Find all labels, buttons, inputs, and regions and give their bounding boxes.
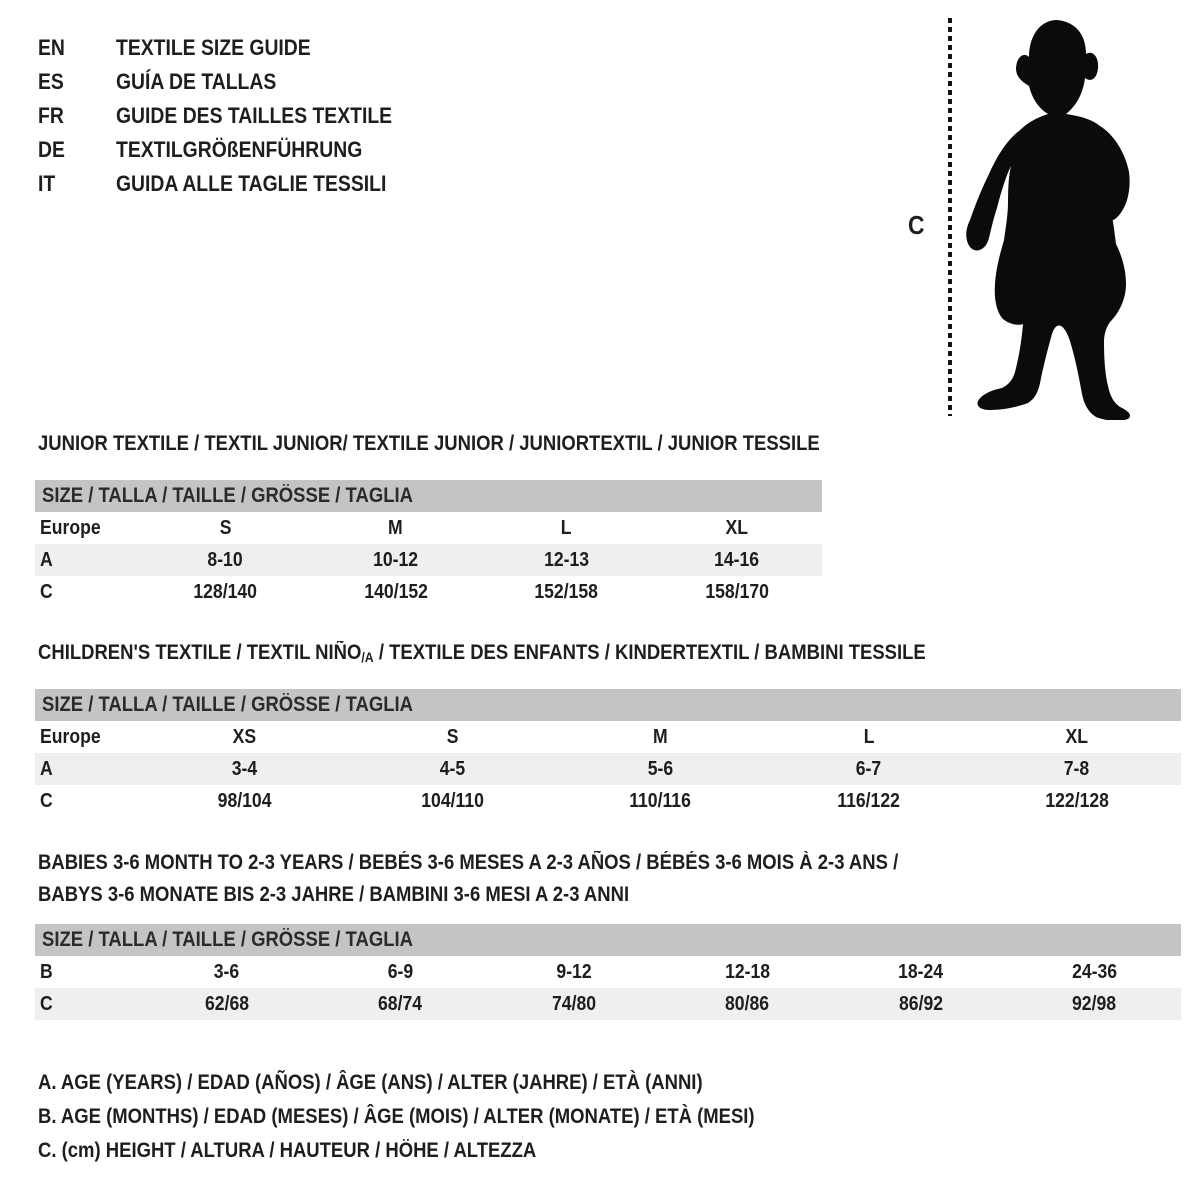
table-row — [35, 753, 1181, 785]
size-cell: 5-6 — [647, 757, 674, 780]
junior-textile-section — [35, 434, 822, 634]
babies-textile-section — [35, 853, 1181, 1053]
language-row — [38, 35, 430, 72]
row-label: A — [40, 548, 53, 571]
guide-title: TEXTILE SIZE GUIDE — [116, 35, 311, 60]
size-cell: L — [560, 516, 572, 539]
row-label: C — [40, 789, 53, 812]
legend-line-b: B. AGE (MONTHS) / EDAD (MESES) / ÂGE (MOIS) / ALTER (MONATE) / ETÀ (MESI) — [38, 1105, 755, 1128]
guide-title: TEXTILGRÖßENFÜHRUNG — [116, 137, 363, 162]
size-header-banner — [35, 480, 822, 512]
guide-title: GUIDE DES TAILLES TEXTILE — [116, 103, 393, 128]
legend-block — [38, 1073, 852, 1175]
size-cell: 152/158 — [534, 580, 599, 603]
section-title-line: BABIES 3-6 MONTH TO 2-3 YEARS / BEBÉS 3-6 MESES A 2-3 AÑOS / BÉBÉS 3-6 MOIS À 2-3 ANS / — [38, 851, 899, 874]
language-heading-block — [38, 35, 430, 208]
size-cell: 104/110 — [420, 789, 484, 812]
section-title-line: BABYS 3-6 MONATE BIS 2-3 JAHRE / BAMBINI 3-6 MESI A 2-3 ANNI — [38, 883, 630, 906]
language-code: DE — [38, 137, 65, 162]
size-cell: 74/80 — [551, 992, 596, 1015]
size-cell: 98/104 — [217, 789, 272, 812]
row-label: C — [40, 992, 53, 1015]
size-cell: 6-7 — [855, 757, 882, 780]
size-cell: 6-9 — [387, 960, 413, 983]
size-header-banner — [35, 924, 1181, 956]
section-title — [38, 643, 1047, 675]
size-cell: 116/122 — [837, 789, 901, 812]
size-cell: 158/170 — [704, 580, 769, 603]
babies-size-table — [35, 924, 1181, 1020]
children-size-table — [35, 689, 1181, 817]
size-cell: S — [219, 516, 232, 539]
language-row — [38, 171, 430, 208]
size-header-label: SIZE / TALLA / TAILLE / GRÖSSE / TAGLIA — [42, 484, 413, 507]
language-row — [38, 137, 430, 174]
size-cell: 10-12 — [373, 548, 419, 571]
section-title — [38, 853, 1016, 917]
section-title-line: JUNIOR TEXTILE / TEXTIL JUNIOR/ TEXTILE JUNIOR / JUNIORTEXTIL / JUNIOR TESSILE — [38, 432, 820, 455]
junior-size-table — [35, 480, 822, 608]
size-cell: 80/86 — [725, 992, 770, 1015]
guide-title: GUIDA ALLE TAGLIE TESSILI — [116, 171, 387, 196]
size-header-label: SIZE / TALLA / TAILLE / GRÖSSE / TAGLIA — [42, 693, 413, 716]
size-cell: S — [446, 725, 459, 748]
size-cell: 18-24 — [898, 960, 944, 983]
guide-title: GUÍA DE TALLAS — [116, 69, 277, 94]
table-row — [35, 576, 822, 608]
children-textile-section — [35, 643, 1181, 843]
row-label: C — [40, 580, 53, 603]
size-cell: 4-5 — [439, 757, 466, 780]
size-cell: 68/74 — [378, 992, 423, 1015]
table-row — [35, 785, 1181, 817]
size-header-label: SIZE / TALLA / TAILLE / GRÖSSE / TAGLIA — [42, 928, 413, 951]
size-cell: 3-4 — [231, 757, 257, 780]
table-row — [35, 721, 1181, 753]
size-cell: 24-36 — [1071, 960, 1117, 983]
table-row — [35, 544, 822, 576]
language-code: IT — [38, 171, 56, 196]
row-label: Europe — [40, 516, 101, 539]
row-label: A — [40, 757, 53, 780]
size-cell: 86/92 — [898, 992, 943, 1015]
size-cell: XL — [1065, 725, 1089, 748]
language-row — [38, 103, 430, 140]
size-cell: 62/68 — [204, 992, 249, 1015]
size-cell: 122/128 — [1045, 789, 1109, 812]
size-cell: 128/140 — [193, 580, 258, 603]
size-cell: 14-16 — [714, 548, 760, 571]
language-code: ES — [38, 69, 64, 94]
size-cell: 3-6 — [214, 960, 240, 983]
size-cell: 140/152 — [363, 580, 428, 603]
size-cell: L — [863, 725, 875, 748]
language-code: FR — [38, 103, 64, 128]
table-row — [35, 988, 1181, 1020]
row-label: B — [40, 960, 53, 983]
size-cell: 9-12 — [556, 960, 592, 983]
toddler-silhouette-icon — [962, 16, 1140, 420]
section-title — [38, 434, 926, 466]
size-cell: 12-18 — [724, 960, 770, 983]
size-header-banner — [35, 689, 1181, 721]
size-cell: M — [653, 725, 668, 748]
legend-line-c: C. (cm) HEIGHT / ALTURA / HAUTEUR / HÖHE / ALTEZZA — [38, 1139, 537, 1162]
height-measure-label: C — [908, 210, 925, 240]
language-code: EN — [38, 35, 65, 60]
size-cell: 92/98 — [1072, 992, 1117, 1015]
size-cell: 110/116 — [629, 789, 692, 812]
size-cell: XS — [232, 725, 256, 748]
size-cell: 7-8 — [1064, 757, 1090, 780]
size-cell: 8-10 — [207, 548, 243, 571]
row-label: Europe — [40, 725, 101, 748]
language-row — [38, 69, 430, 106]
legend-line-a: A. AGE (YEARS) / EDAD (AÑOS) / ÂGE (ANS) / ALTER (JAHRE) / ETÀ (ANNI) — [38, 1071, 703, 1094]
height-dashed-line — [948, 18, 952, 416]
size-cell: XL — [725, 516, 748, 539]
section-title-line: CHILDREN'S TEXTILE / TEXTIL NIÑO/A / TEXTILE DES ENFANTS / KINDERTEXTIL / BAMBINI TESSILE — [38, 641, 926, 665]
size-cell: M — [388, 516, 404, 539]
size-cell: 12-13 — [543, 548, 589, 571]
table-row — [35, 512, 822, 544]
table-row — [35, 956, 1181, 988]
